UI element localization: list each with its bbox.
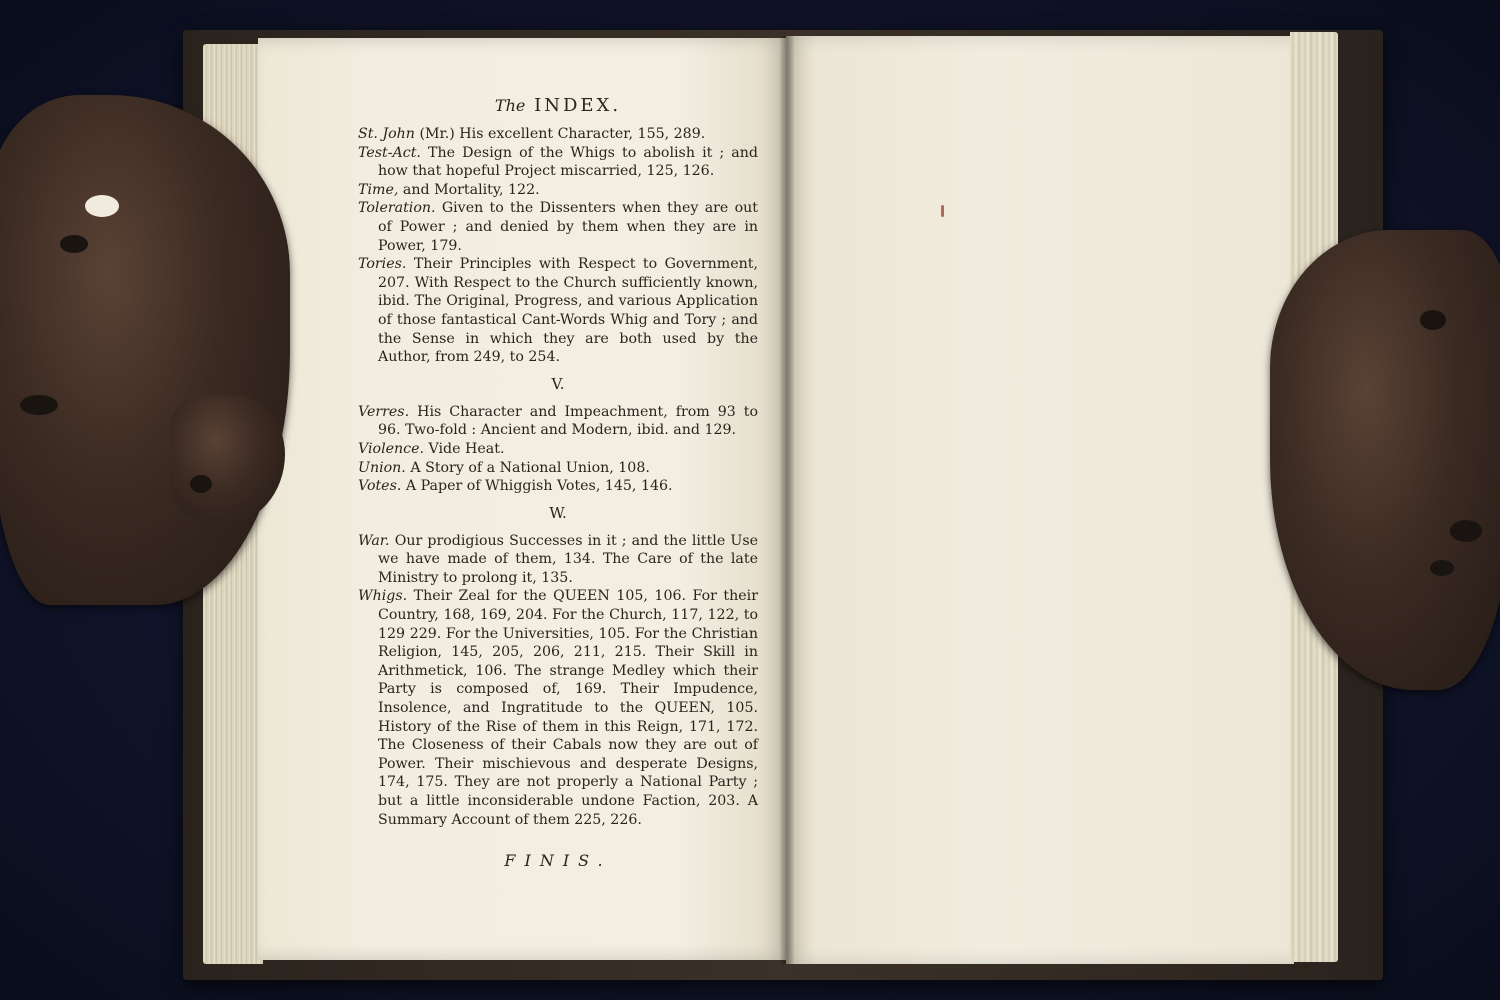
book-gutter (780, 36, 794, 964)
index-section-w (358, 532, 758, 830)
right-page-blank (786, 36, 1294, 964)
ink-mark (941, 205, 944, 217)
finis-label: FINIS. (504, 851, 612, 871)
index-entry: Whigs. Their Zeal for the QUEEN 105, 106. For their Country, 168, 169, 204. For the Church, 117, 122, to 129 229. For the Universities, 105. For the Christian Religion, 145, 205, 206, 211, 215. Their Skill in Arithmetick, 106. The strange Medley which their Party is composed of, 169. Their Impudence, Insolence, and Ingratitude to the QUEEN, 105. History of the Rise of them in this Reign, 171, 172. The Closeness of their Cabals now they are out of Power. Their mischievous and desperate Designs, 174, 175. They are not properly a National Party ; but a little inconsiderable undone Faction, 203. A Summary Account of them 225, 226. (358, 588, 758, 828)
index-entry: Union. A Story of a National Union, 108. (358, 459, 650, 476)
index-entry: War. Our prodigious Successes in it ; and the little Use we have made of them, 134. The Care of the late Ministry to prolong it, 135. (358, 532, 759, 586)
clamp-hole (85, 195, 119, 217)
left-book-clamp (0, 95, 290, 605)
index-page-text (358, 95, 758, 870)
clamp-hole (1450, 520, 1482, 542)
index-entry: Time, and Mortality, 122. (358, 181, 540, 198)
index-heading (358, 95, 758, 116)
index-entry: St. John (Mr.) His excellent Character, 155, 289. (358, 126, 706, 142)
clamp-hole (20, 395, 58, 415)
index-entry: Tories. Their Principles with Respect to Government, 207. With Respect to the Church sufficiently known, ibid. The Original, Progress, and various Application of those fantastical Cant-Words Whig and Tory ; and the Sense in which they are both used by the Author, from 249, to 254. (358, 256, 758, 366)
index-section-st (358, 125, 758, 367)
section-letter-v: V. (551, 374, 565, 393)
index-entry: Verres. His Character and Impeachment, from 93 to 96. Two-fold : Ancient and Modern, ibid. and 129. (358, 403, 759, 439)
index-entry: Violence. Vide Heat. (358, 440, 505, 457)
index-entry: Test-Act. The Design of the Whigs to abolish it ; and how that hopeful Project miscarried, 125, 126. (358, 144, 758, 180)
clamp-hole (60, 235, 88, 253)
index-entry: Toleration. Given to the Dissenters when they are out of Power ; and denied by them when they are in Power, 179. (358, 200, 758, 254)
clamp-hole (190, 475, 212, 493)
clamp-hole (1420, 310, 1446, 330)
section-letter-w: W. (549, 503, 567, 522)
index-entry: Votes. A Paper of Whiggish Votes, 145, 146. (358, 478, 673, 495)
index-section-v (358, 403, 758, 496)
clamp-hole (1430, 560, 1454, 576)
heading-title: INDEX. (534, 95, 622, 116)
heading-prefix: The (494, 96, 526, 115)
